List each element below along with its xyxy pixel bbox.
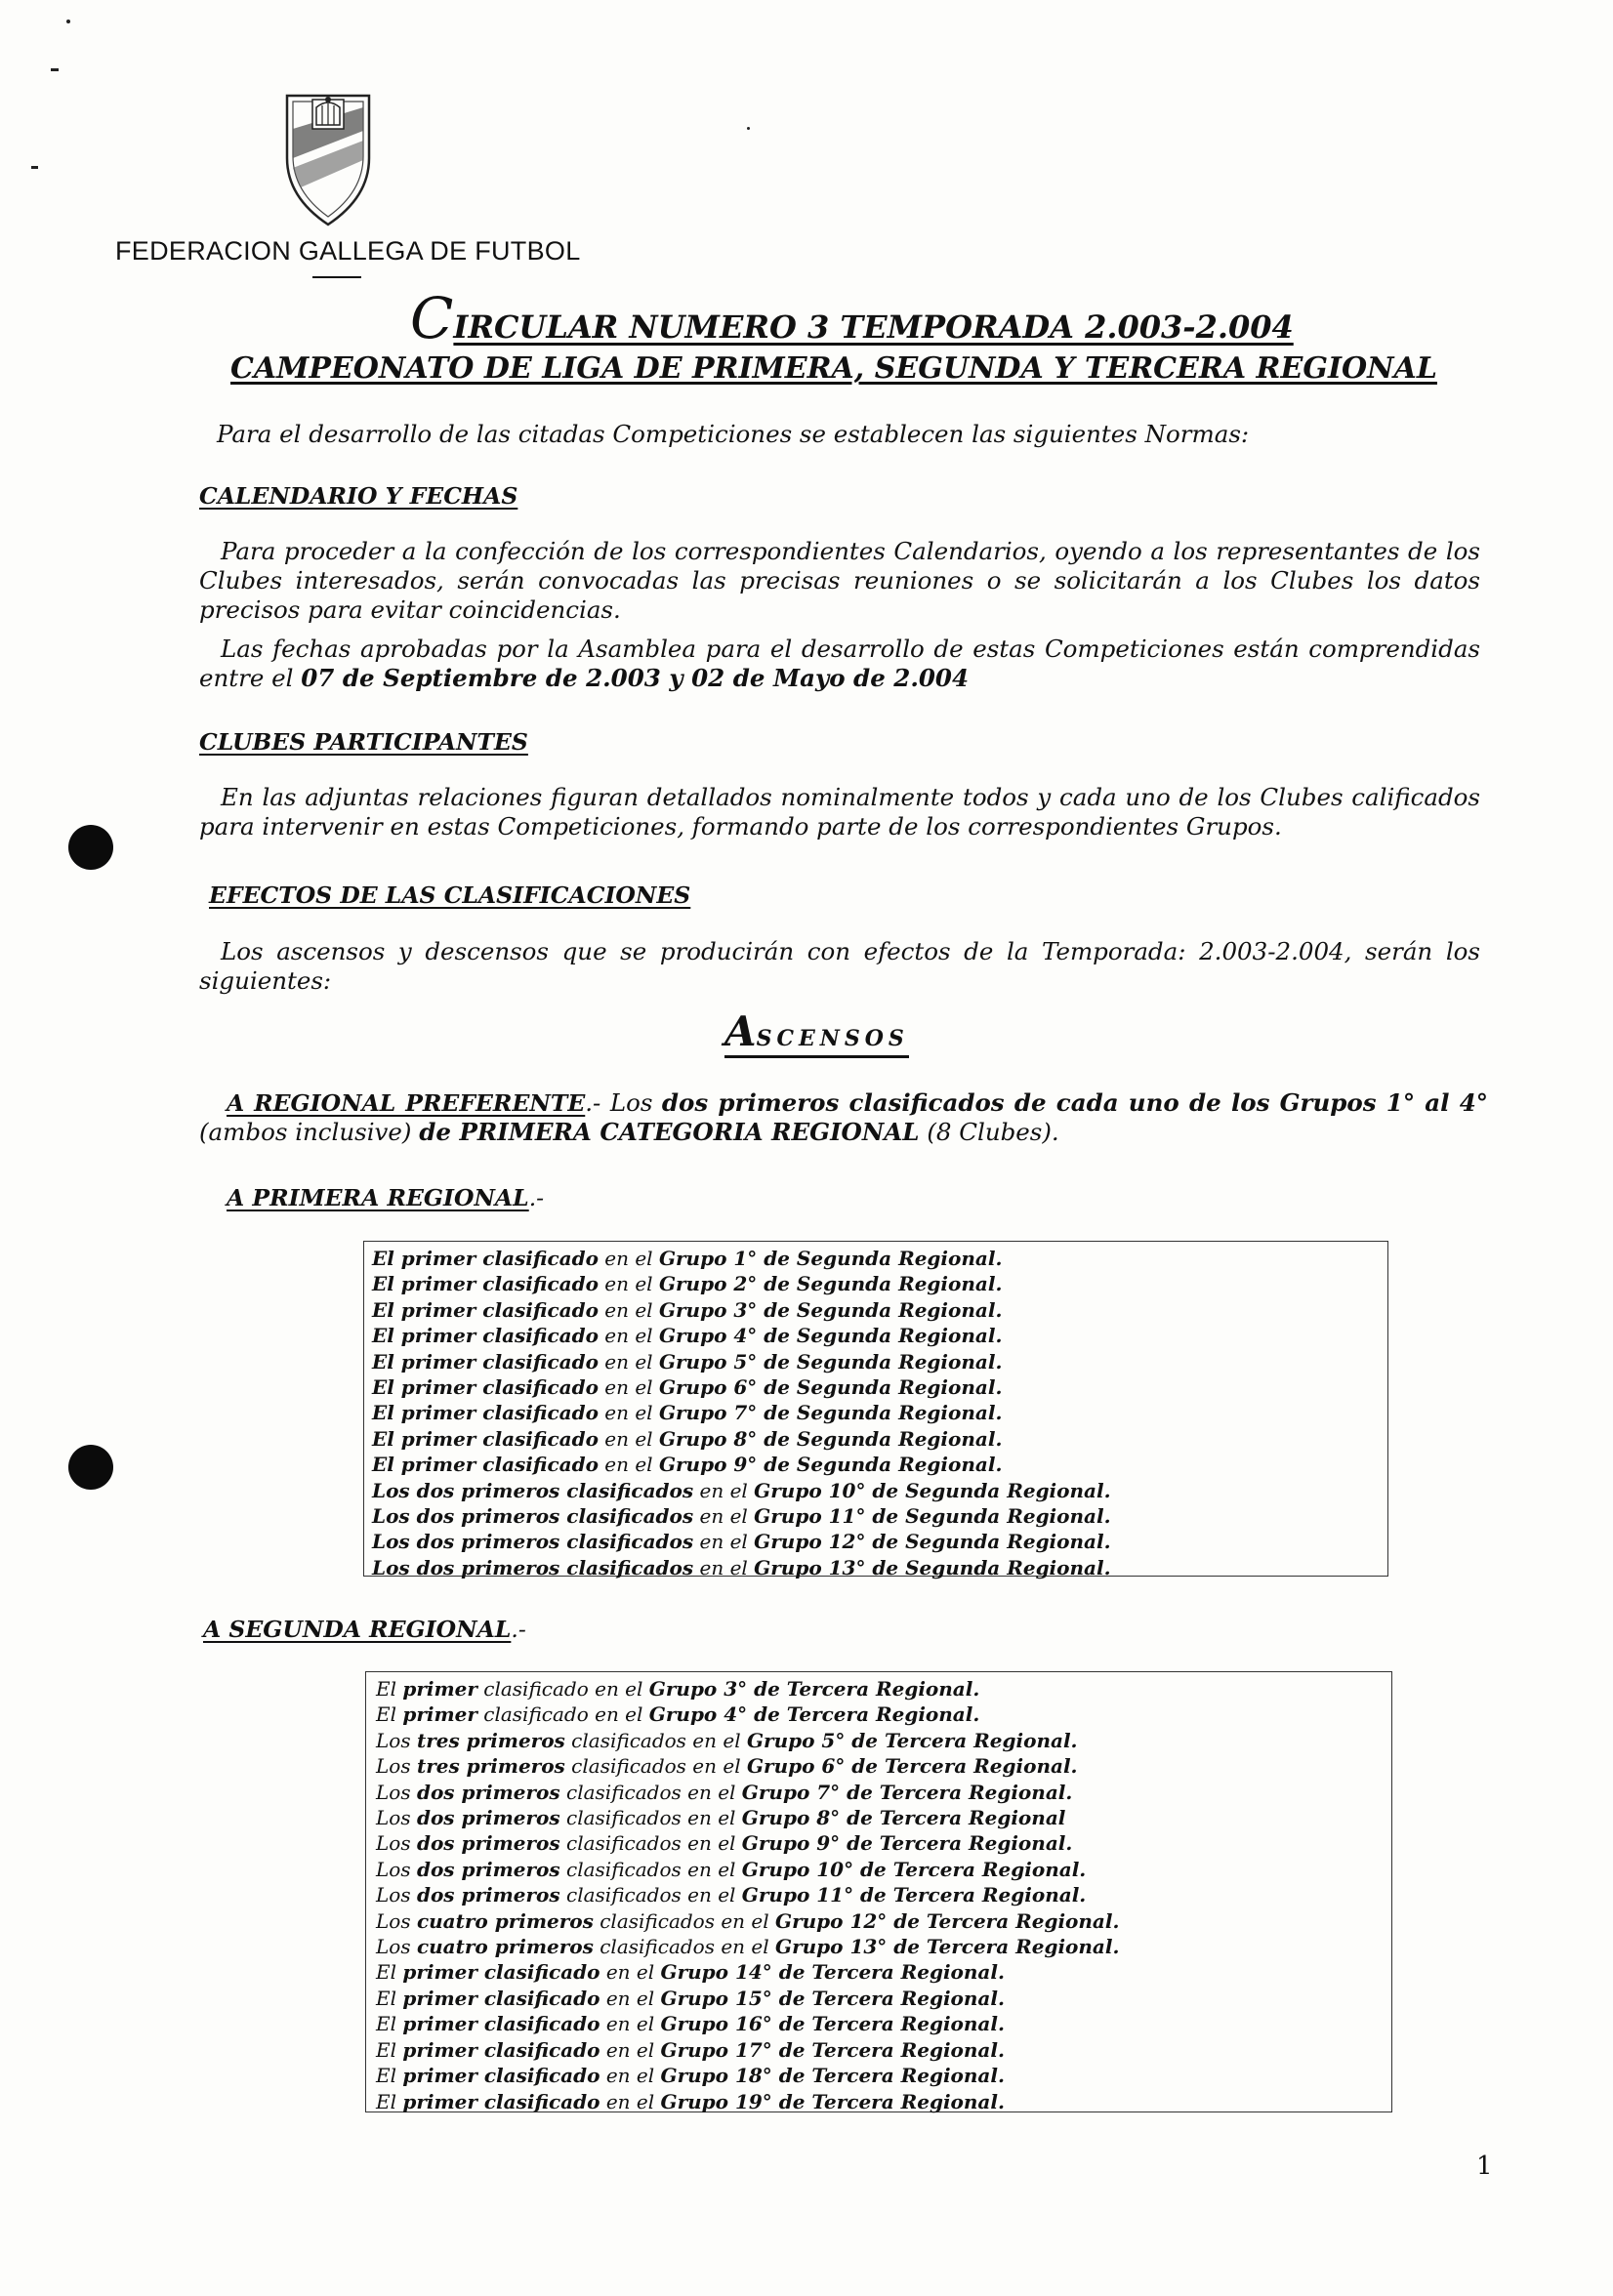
segunda-item-part: El <box>376 1702 403 1727</box>
preferente-t5: (8 Clubes). <box>919 1118 1059 1146</box>
primera-item-part: en el <box>598 1272 659 1296</box>
calendario-dates: 07 de Septiembre de 2.003 y 02 de Mayo de 2.004 <box>301 664 970 692</box>
primera-item-part: en el <box>598 1324 659 1348</box>
segunda-item-part: Los <box>376 1883 417 1907</box>
segunda-item-part: clasificados en el <box>564 1728 747 1752</box>
segunda-list-item <box>376 1753 1384 1779</box>
segunda-item-part: Los <box>376 1857 417 1881</box>
primera-list-item <box>372 1426 1380 1452</box>
segunda-list-item <box>376 2037 1384 2063</box>
segunda-item-part: Grupo 15° de Tercera Regional. <box>660 1986 1005 2010</box>
primera-item-part: El primer clasificado <box>372 1426 599 1451</box>
ascensos-heading <box>724 1007 909 1058</box>
segunda-item-part: Grupo 14° de Tercera Regional. <box>660 1960 1005 1985</box>
federation-crest-logo <box>283 90 373 228</box>
primera-list-item <box>372 1452 1380 1477</box>
segunda-list-item <box>376 2011 1384 2036</box>
preferente-t2: dos primeros clasificados de cada uno de los Grupos 1° al 4° <box>661 1088 1489 1117</box>
segunda-item-part: clasificados en el <box>593 1908 775 1933</box>
segunda-sep: .- <box>511 1616 526 1643</box>
segunda-item-part: en el <box>600 2064 661 2088</box>
primera-item-part: Grupo 9° de Segunda Regional. <box>658 1453 1003 1477</box>
primera-sep: .- <box>528 1184 545 1211</box>
segunda-list-item <box>376 1882 1384 1907</box>
primera-item-part: El primer clasificado <box>372 1324 599 1348</box>
page-number: 1 <box>1476 2152 1493 2181</box>
primera-item-part: en el <box>693 1504 755 1529</box>
segunda-item-part: primer clasificado <box>402 2037 600 2062</box>
segunda-item-part: El <box>376 1677 403 1701</box>
primera-item-part: en el <box>598 1426 659 1451</box>
segunda-item-part: en el <box>600 2012 661 2036</box>
preferente-paragraph <box>199 1088 1488 1147</box>
segunda-item-part: primer clasificado <box>402 1960 600 1985</box>
segunda-item-part: clasificados en el <box>559 1806 742 1830</box>
segunda-label: A SEGUNDA REGIONAL <box>203 1616 512 1643</box>
segunda-item-part: primer clasificado <box>402 1986 600 2010</box>
segunda-item-part: Grupo 17° de Tercera Regional. <box>660 2037 1005 2062</box>
primera-list-item <box>372 1323 1380 1348</box>
segunda-item-part: en el <box>600 1986 661 2010</box>
segunda-item-part: tres primeros <box>416 1728 565 1752</box>
primera-item-part: Grupo 8° de Segunda Regional. <box>658 1426 1003 1451</box>
ascensos-initial: A <box>724 1007 757 1055</box>
primera-item-part: El primer clasificado <box>372 1247 599 1270</box>
segunda-item-part: en el <box>600 2037 661 2062</box>
primera-item-part: Grupo 7° de Segunda Regional. <box>658 1401 1003 1425</box>
segunda-list-item <box>376 2063 1384 2088</box>
primera-item-part: El primer clasificado <box>372 1297 599 1322</box>
primera-list-item <box>372 1555 1380 1580</box>
primera-item-part: Grupo 2° de Segunda Regional. <box>658 1272 1003 1296</box>
segunda-item-part: Los <box>376 1780 417 1804</box>
segunda-item-part: Los <box>376 1908 417 1933</box>
primera-item-part: en el <box>598 1401 659 1425</box>
segunda-item-part: en el <box>600 2089 661 2113</box>
segunda-list-item <box>376 1676 1384 1702</box>
segunda-item-part: Grupo 4° de Tercera Regional. <box>648 1702 980 1727</box>
preferente-sep: .- <box>585 1088 610 1117</box>
preferente-t3: (ambos inclusive) <box>199 1118 420 1146</box>
circular-title <box>410 285 1294 351</box>
scan-speck <box>31 166 38 169</box>
primera-item-part: Grupo 5° de Segunda Regional. <box>658 1349 1003 1374</box>
primera-item-part: Grupo 1° de Segunda Regional. <box>658 1247 1003 1270</box>
segunda-item-part: cuatro primeros <box>416 1908 594 1933</box>
primera-list-item <box>372 1297 1380 1323</box>
segunda-item-part: Grupo 11° de Tercera Regional. <box>741 1883 1087 1907</box>
primera-item-part: Los dos primeros clasificados <box>372 1555 694 1579</box>
segunda-item-part: clasificado en el <box>476 1677 649 1701</box>
primera-item-part: en el <box>598 1297 659 1322</box>
preferente-t1: Los <box>609 1088 662 1117</box>
primera-label: A PRIMERA REGIONAL <box>227 1184 529 1211</box>
primera-item-part: Grupo 6° de Segunda Regional. <box>658 1375 1003 1400</box>
primera-item-part: Los dos primeros clasificados <box>372 1478 694 1502</box>
primera-item-part: en el <box>693 1530 755 1554</box>
primera-list-item <box>372 1271 1380 1296</box>
primera-item-part: El primer clasificado <box>372 1349 599 1374</box>
segunda-list-item <box>376 1830 1384 1856</box>
segunda-item-part: Los <box>376 1831 417 1856</box>
segunda-list-item <box>376 2089 1384 2114</box>
segunda-item-part: clasificados en el <box>559 1831 742 1856</box>
segunda-item-part: Grupo 7° de Tercera Regional. <box>741 1780 1073 1804</box>
segunda-regional-box <box>365 1671 1392 2112</box>
segunda-item-part: Grupo 9° de Tercera Regional. <box>741 1831 1073 1856</box>
segunda-item-part: Grupo 12° de Tercera Regional. <box>775 1908 1120 1933</box>
circular-subtitle: CAMPEONATO DE LIGA DE PRIMERA, SEGUNDA Y TERCERA REGIONAL <box>230 351 1437 386</box>
segunda-item-part: Grupo 13° de Tercera Regional. <box>775 1935 1120 1959</box>
primera-item-part: Grupo 11° de Segunda Regional. <box>754 1504 1111 1529</box>
segunda-item-part: dos primeros <box>416 1831 560 1856</box>
primera-list-item <box>372 1374 1380 1400</box>
section-heading-clubes: CLUBES PARTICIPANTES <box>199 728 528 756</box>
segunda-item-part: Los <box>376 1754 417 1779</box>
primera-item-part: El primer clasificado <box>372 1453 599 1477</box>
preferente-t4: de PRIMERA CATEGORIA REGIONAL <box>419 1118 920 1146</box>
segunda-item-part: dos primeros <box>416 1806 560 1830</box>
segunda-item-part: clasificados en el <box>559 1857 742 1881</box>
calendario-paragraph-2 <box>199 635 1480 693</box>
section-heading-efectos: EFECTOS DE LAS CLASIFICACIONES <box>209 882 691 909</box>
primera-item-part: en el <box>598 1247 659 1270</box>
primera-item-part: Grupo 12° de Segunda Regional. <box>754 1530 1111 1554</box>
segunda-list-item <box>376 1805 1384 1830</box>
primera-item-part: en el <box>598 1453 659 1477</box>
primera-item-part: El primer clasificado <box>372 1401 599 1425</box>
clubes-paragraph: En las adjuntas relaciones figuran detallados nominalmente todos y cada uno de los Clubes calificados para intervenir en estas Competiciones, formando parte de los correspondientes Grupos. <box>199 783 1480 840</box>
segunda-list-item <box>376 1934 1384 1959</box>
primera-item-part: en el <box>598 1349 659 1374</box>
scan-speck <box>51 68 59 71</box>
intro-text: Para el desarrollo de las citadas Competiciones se establecen las siguientes Normas: <box>217 420 1250 448</box>
primera-heading <box>227 1184 544 1211</box>
segunda-list-item <box>376 1857 1384 1882</box>
preferente-label: A REGIONAL PREFERENTE <box>227 1089 586 1117</box>
segunda-item-part: El <box>376 2064 403 2088</box>
primera-list-item <box>372 1349 1380 1374</box>
segunda-item-part: Grupo 16° de Tercera Regional. <box>660 2012 1005 2036</box>
segunda-item-part: Grupo 8° de Tercera Regional <box>741 1806 1066 1830</box>
segunda-item-part: clasificado en el <box>476 1702 649 1727</box>
primera-item-part: El primer clasificado <box>372 1375 599 1400</box>
segunda-item-part: El <box>376 2089 403 2113</box>
primera-item-part: Grupo 3° de Segunda Regional. <box>658 1297 1003 1322</box>
segunda-item-part: dos primeros <box>416 1857 560 1881</box>
segunda-item-part: Los <box>376 1935 417 1959</box>
primera-item-part: en el <box>693 1478 755 1502</box>
primera-item-part: El primer clasificado <box>372 1272 599 1296</box>
segunda-list-item <box>376 1780 1384 1805</box>
primera-item-part: en el <box>598 1375 659 1400</box>
segunda-item-part: primer clasificado <box>402 2012 600 2036</box>
title-initial: C <box>410 285 454 351</box>
segunda-item-part: clasificados en el <box>593 1935 775 1959</box>
segunda-item-part: El <box>376 1986 403 2010</box>
primera-list-item <box>372 1478 1380 1503</box>
segunda-item-part: tres primeros <box>416 1754 565 1779</box>
calendario-p2-text: Las fechas aprobadas por la Asamblea para el desarrollo de estas Competiciones están comprendidas entre el <box>199 635 1480 692</box>
primera-list-item <box>372 1503 1380 1529</box>
segunda-item-part: El <box>376 2037 403 2062</box>
segunda-item-part: Grupo 10° de Tercera Regional. <box>741 1857 1087 1881</box>
primera-item-part: Los dos primeros clasificados <box>372 1504 694 1529</box>
scan-speck <box>66 20 70 23</box>
segunda-item-part: cuatro primeros <box>416 1935 594 1959</box>
primera-item-part: Los dos primeros clasificados <box>372 1530 694 1554</box>
segunda-list-item <box>376 1908 1384 1934</box>
segunda-item-part: clasificados en el <box>559 1883 742 1907</box>
primera-item-part: Grupo 13° de Segunda Regional. <box>754 1555 1111 1579</box>
primera-item-part: Grupo 10° de Segunda Regional. <box>754 1478 1111 1502</box>
segunda-item-part: primer <box>402 1677 477 1701</box>
segunda-item-part: primer clasificado <box>402 2089 600 2113</box>
primera-item-part: Grupo 4° de Segunda Regional. <box>658 1324 1003 1348</box>
primera-list-item <box>372 1529 1380 1554</box>
organization-name: FEDERACION GALLEGA DE FUTBOL <box>115 236 581 266</box>
segunda-item-part: Grupo 18° de Tercera Regional. <box>660 2064 1005 2088</box>
segunda-item-part: dos primeros <box>416 1780 560 1804</box>
primera-list-item <box>372 1246 1380 1271</box>
primera-regional-box <box>363 1241 1388 1577</box>
title-text: IRCULAR NUMERO 3 TEMPORADA 2.003-2.004 <box>453 308 1294 346</box>
calendario-paragraph-1: Para proceder a la confección de los correspondientes Calendarios, oyendo a los representantes de los Clubes interesados, serán convocadas las precisas reuniones o se solicitarán a los Clubes los datos precisos para evitar coincidencias. <box>199 537 1480 624</box>
segunda-heading <box>203 1616 526 1643</box>
section-heading-calendario: CALENDARIO Y FECHAS <box>199 482 518 510</box>
segunda-list-item <box>376 1986 1384 2011</box>
segunda-list-item <box>376 1702 1384 1727</box>
primera-list-item <box>372 1400 1380 1425</box>
segunda-item-part: El <box>376 2012 403 2036</box>
segunda-item-part: El <box>376 1960 403 1985</box>
binder-hole <box>68 1445 113 1490</box>
ascensos-rest: SCENSOS <box>756 1026 909 1051</box>
efectos-paragraph: Los ascensos y descensos que se producirán con efectos de la Temporada: 2.003-2.004, serán los siguientes: <box>199 937 1480 995</box>
organization-underline <box>312 276 361 278</box>
segunda-item-part: clasificados en el <box>559 1780 742 1804</box>
segunda-item-part: Grupo 3° de Tercera Regional. <box>648 1677 980 1701</box>
segunda-item-part: Los <box>376 1728 417 1752</box>
segunda-item-part: Grupo 5° de Tercera Regional. <box>746 1728 1078 1752</box>
segunda-list-item <box>376 1728 1384 1753</box>
segunda-item-part: primer clasificado <box>402 2064 600 2088</box>
binder-hole <box>68 825 113 870</box>
segunda-item-part: dos primeros <box>416 1883 560 1907</box>
segunda-item-part: clasificados en el <box>564 1754 747 1779</box>
segunda-list-item <box>376 1959 1384 1985</box>
segunda-item-part: Los <box>376 1806 417 1830</box>
primera-item-part: en el <box>693 1555 755 1579</box>
scan-speck <box>747 127 750 130</box>
segunda-item-part: en el <box>600 1960 661 1985</box>
segunda-item-part: Grupo 6° de Tercera Regional. <box>746 1754 1078 1779</box>
segunda-item-part: Grupo 19° de Tercera Regional. <box>660 2089 1005 2113</box>
segunda-item-part: primer <box>402 1702 477 1727</box>
